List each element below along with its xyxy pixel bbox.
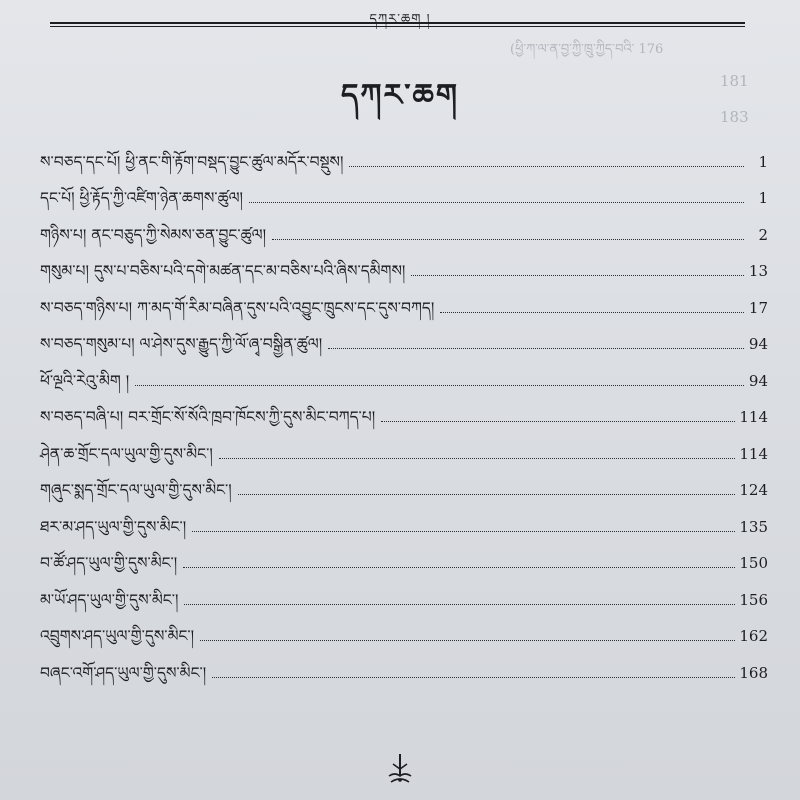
toc-dot-leader — [192, 531, 735, 532]
toc-entry-page-number: 2 — [758, 225, 768, 244]
toc-entry-title: གཉིས་པ། ནང་བཅུད་ཀྱི་སེམས་ཅན་བྱུང་ཚུལ། — [40, 225, 267, 244]
toc-entry-page-number: 124 — [739, 481, 768, 499]
toc-entry — [40, 282, 768, 319]
toc-dot-leader — [411, 275, 744, 276]
toc-entry — [40, 428, 768, 465]
tibetan-fleuron-icon — [385, 752, 415, 786]
toc-entry — [40, 574, 768, 611]
toc-dot-leader — [238, 494, 736, 495]
toc-entry-page-number: 13 — [748, 262, 768, 280]
toc-dot-leader — [349, 166, 744, 167]
toc-entry — [40, 647, 768, 684]
toc-dot-leader — [272, 239, 744, 240]
table-of-contents — [40, 136, 768, 684]
toc-entry-title: ས་བཅད་གཉིས་པ། ཀ་མད་གོ་རིམ་བཞིན་དུས་པའི་འབྱུང་ཁྲུངས་དང་དུས་བཀད། — [40, 298, 435, 317]
toc-entry-page-number: 17 — [748, 298, 768, 317]
toc-entry-title: ཤེན་ཆ་གྲོང་དལ་ཡུལ་གྱི་དུས་མིང་། — [40, 444, 213, 463]
toc-entry-page-number: 94 — [748, 371, 768, 390]
bleed-through-page-number: 183 — [720, 108, 749, 126]
toc-dot-leader — [200, 640, 735, 641]
toc-entry-page-number: 94 — [748, 335, 768, 353]
toc-entry-page-number: 114 — [739, 444, 768, 463]
toc-entry-page-number: 162 — [739, 627, 768, 645]
toc-entry-title: ཕོ་ལྔའི་རེའུ་མིག ། — [40, 371, 130, 390]
toc-dot-leader — [212, 677, 735, 678]
toc-entry-title: ས་བཅད་གསུམ་པ། ལ་ཤེས་དུས་རྒྱུད་ཀྱི་ལོ་ཞྭ་བསྒྱིན་ཚུལ། — [40, 335, 323, 353]
toc-dot-leader — [381, 421, 735, 422]
bleed-through-page-number: 181 — [720, 72, 749, 90]
toc-entry — [40, 319, 768, 356]
toc-entry — [40, 136, 768, 173]
toc-entry-title: འབྲུགས་ཤད་ཡུལ་གྱི་དུས་མིང་། — [40, 627, 195, 645]
toc-entry-page-number: 1 — [758, 152, 768, 171]
toc-dot-leader — [184, 604, 735, 605]
toc-entry-title: བ་ཚོ་ཤད་ཡུལ་གྱི་དུས་མིང་། — [40, 554, 178, 572]
toc-dot-leader — [183, 567, 735, 568]
toc-entry — [40, 501, 768, 538]
toc-entry — [40, 611, 768, 648]
toc-entry-page-number: 156 — [739, 590, 768, 609]
page-title: དཀར་ཆག — [341, 78, 459, 113]
toc-dot-leader — [249, 202, 744, 203]
toc-entry — [40, 392, 768, 429]
toc-entry — [40, 538, 768, 575]
toc-entry — [40, 465, 768, 502]
toc-entry-page-number: 1 — [758, 189, 768, 207]
toc-entry — [40, 246, 768, 283]
toc-entry-title: གཞུང་སྨད་གྲོང་དལ་ཡུལ་གྱི་དུས་མིང་། — [40, 481, 232, 499]
toc-entry-title: དང་པོ། ཕྱི་རྟོད་ཀྱི་འཛིག་ཉེན་ཆགས་ཚུལ། — [40, 189, 243, 207]
toc-entry — [40, 209, 768, 246]
toc-dot-leader — [328, 348, 744, 349]
toc-entry-title: ས་བཅད་དང་པོ། ཕྱི་ནང་གི་རྟོག་བསྡད་བྱུང་ཚུལ་མདོར་བསྡུས། — [40, 152, 344, 171]
toc-entry-page-number: 114 — [739, 408, 768, 426]
header-rule — [50, 22, 745, 27]
toc-entry-page-number: 168 — [739, 663, 768, 682]
toc-dot-leader — [135, 385, 744, 386]
bleed-through-text: (ཕྱི་ཀ་ལ་ན་བྱ་ཀྱི་ཁྲུ་ཀྱིད་བའི་ 176 — [510, 42, 664, 57]
toc-dot-leader — [219, 458, 736, 459]
toc-entry-page-number: 135 — [739, 517, 768, 536]
running-head: དཀར་ཆག ། — [369, 12, 431, 27]
toc-entry-title: གསུམ་པ། དུས་པ་བཅིས་པའི་དགེ་མཚན་དང་མ་བཅིས་པའི་ཞིས་དམིགས། — [40, 262, 406, 280]
toc-entry — [40, 355, 768, 392]
toc-dot-leader — [440, 312, 744, 313]
toc-entry-title: ཐར་མ་ཤད་ཡུལ་གྱི་དུས་མིང་། — [40, 517, 187, 536]
toc-entry — [40, 173, 768, 210]
toc-entry-title: མ་ཡོ་ཤད་ཡུལ་གྱི་དུས་མིང་། — [40, 590, 179, 609]
toc-entry-title: ས་བཅད་བཞི་པ། བར་གྲོང་སོ་སོའི་ཁྲབ་ཁོངས་ཀྱི་དུས་མིང་བཀད་པ། — [40, 408, 376, 426]
toc-entry-title: བཞང་འགོ་ཤད་ཡུལ་གྱི་དུས་མིང་། — [40, 663, 207, 682]
toc-entry-page-number: 150 — [739, 554, 768, 572]
